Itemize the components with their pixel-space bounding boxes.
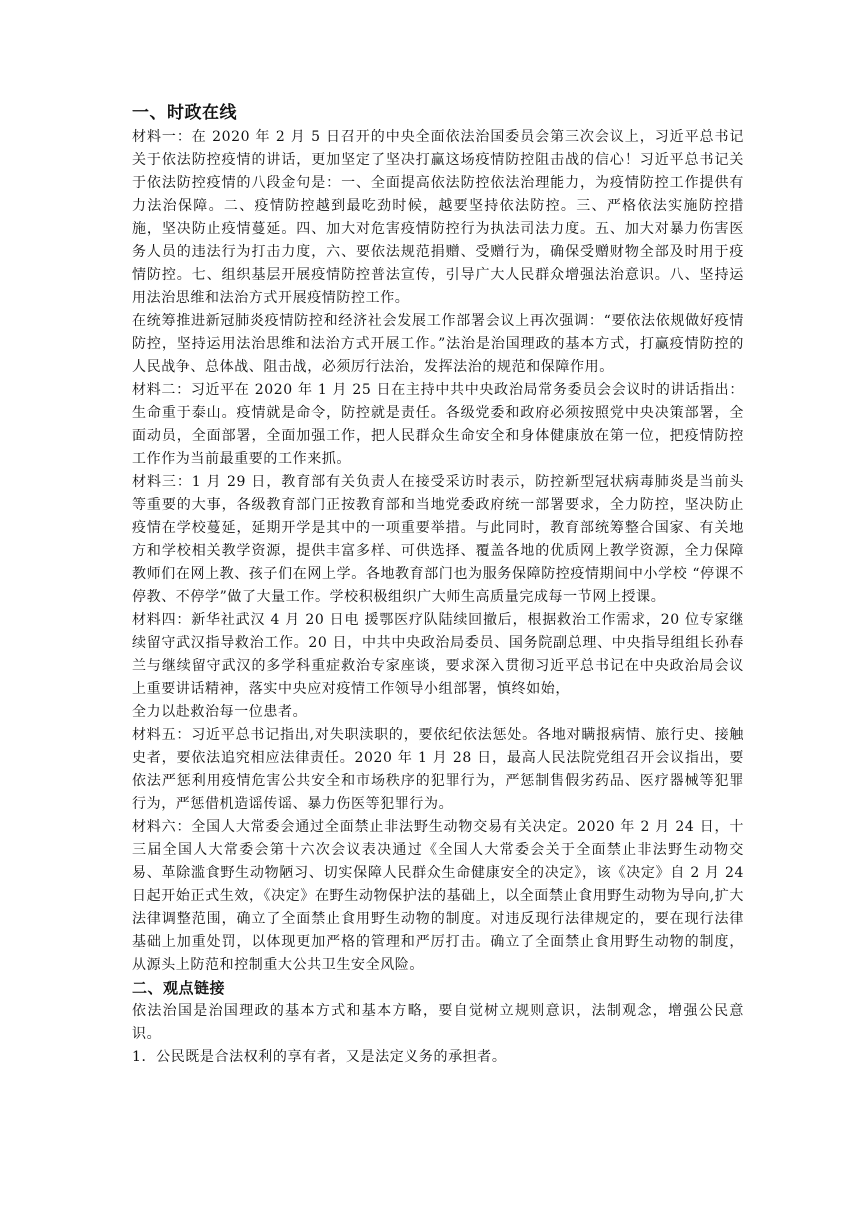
material-2-paragraph: 材料二：习近平在 2020 年 1 月 25 日在主持中共中央政治局常务委员会会议时的讲话指出：生命重于泰山。疫情就是命令，防控就是责任。各级党委和政府必须按照党中央决策部署，全面动员，全面部署，全面加强工作，把人民群众生命安全和身体健康放在第一位，把疫情防控工作作为当前最重要的工作来抓。	[132, 382, 744, 467]
material-3-paragraph: 材料三：1 月 29 日，教育部有关负责人在接受采访时表示，防控新型冠状病毒肺炎是当前头等重要的大事，各级教育部门正按教育部和当地党委政府统一部署要求，全力防控，坚决防止疫情在学校蔓延，延期开学是其中的一项重要举措。与此同时，教育部统筹整合国家、有关地方和学校相关教学资源，提供丰富多样、可供选择、覆盖各地的优质网上教学资源，全力保障教师们在网上教、孩子们在网上学。各地教育部门也为服务保障防控疫情期间中小学校 “停课不停教、不停学”做了大量工作。学校积极组织广大师生高质量完成每一节网上授课。	[132, 474, 744, 605]
material-1-continuation: 在统筹推进新冠肺炎疫情防控和经济社会发展工作部署会议上再次强调：“要依法依规做好疫情防控，坚持运用法治思维和法治方式开展工作。”法治是治国理政的基本方式，打赢疫情防控的人民战争、总体战、阻击战，必须厉行法治，发挥法治的规范和保障作用。	[132, 313, 744, 375]
material-1-paragraph: 材料一：在 2020 年 2 月 5 日召开的中央全面依法治国委员会第三次会议上，习近平总书记关于依法防控疫情的讲话，更加坚定了坚决打赢这场疫情防控阻击战的信心！习近平总书记关于依法防控疫情的八段金句是：一、全面提高依法防控依法治理能力，为疫情防控工作提供有力法治保障。二、疫情防控越到最吃劲时候，越要坚持依法防控。三、严格依法实施防控措施，坚决防止疫情蔓延。四、加大对危害疫情防控行为执法司法力度。五、加大对暴力伤害医务人员的违法行为打击力度，六、要依法规范捐赠、受赠行为，确保受赠财物全部及时用于疫情防控。七、组织基层开展疫情防控普法宣传，引导广大人民群众增强法治意识。八、坚持运用法治思维和法治方式开展疫情防控工作。	[132, 129, 744, 306]
section-2-heading: 二、观点链接	[132, 979, 226, 997]
viewpoint-item-1: 1．公民既是合法权利的享有者，又是法定义务的承担者。	[132, 1049, 507, 1065]
viewpoint-paragraph: 依法治国是治国理政的基本方式和基本方略，要自觉树立规则意识，法制观念，增强公民意识。	[132, 1003, 744, 1042]
material-6-paragraph: 材料六：全国人大常委会通过全面禁止非法野生动物交易有关决定。2020 年 2 月 24 日，十三届全国人大常委会第十六次会议表决通过《全国人大常委会关于全面禁止非法野生动物交易、革除滥食野生动物陋习、切实保障人民群众生命健康安全的决定》，该《决定》自 2 月 24 日起开始正式生效，《决定》在野生动物保护法的基础上，以全面禁止食用野生动物为导向,扩大法律调整范围，确立了全面禁止食用野生动物的制度。对违反现行法律规定的，要在现行法律基础上加重处罚，以体现更加严格的管理和严厉打击。确立了全面禁止食用野生动物的制度，从源头上防范和控制重大公共卫生安全风险。	[132, 819, 744, 973]
section-1-heading: 一、时政在线	[132, 103, 237, 123]
material-4-paragraph: 材料四：新华社武汉 4 月 20 日电 援鄂医疗队陆续回撤后，根据救治工作需求，20 位专家继续留守武汉指导救治工作。20 日，中共中央政治局委员、国务院副总理、中央指导组组长孙春兰与继续留守武汉的多学科重症救治专家座谈，要求深入贯彻习近平总书记在中央政治局会议上重要讲话精神，落实中央应对疫情工作领导小组部署，慎终如始，	[132, 612, 744, 697]
material-5-paragraph: 材料五：习近平总书记指出,对失职渎职的，要依纪依法惩处。各地对瞒报病情、旅行史、接触史者，要依法追究相应法律责任。2020 年 1 月 28 日，最高人民法院党组召开会议指出，要依法严惩利用疫情危害公共安全和市场秩序的犯罪行为，严惩制售假劣药品、医疗器械等犯罪行为，严惩借机造谣传谣、暴力伤医等犯罪行为。	[132, 727, 744, 812]
material-4-continuation: 全力以赴救治每一位患者。	[132, 704, 308, 720]
document-page	[132, 100, 744, 1069]
